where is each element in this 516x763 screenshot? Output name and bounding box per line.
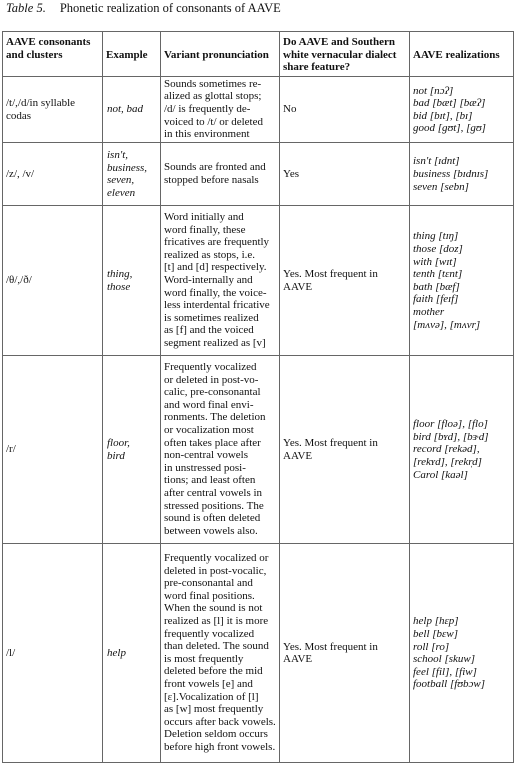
table-body xyxy=(3,76,514,762)
realization-line: bath [bæf] xyxy=(413,280,460,293)
variant-line: stressed positions. The xyxy=(164,499,264,512)
variant-line: less interdental fricative xyxy=(164,299,270,312)
header-row xyxy=(3,32,514,77)
example-word: those xyxy=(107,280,131,293)
variant-line: after central vowels in xyxy=(164,487,263,500)
variant-line: fricatives are frequently xyxy=(164,236,270,249)
realization-line: bad [bæt] [bæʔ] xyxy=(413,97,486,110)
caption-title: Phonetic realization of consonants of AAVE xyxy=(59,1,281,15)
example-word: not, bad xyxy=(107,103,144,116)
example-word: business, xyxy=(107,161,148,174)
consonant-cell: /z/, /v/ xyxy=(3,142,103,205)
variant-line: tions; and least often xyxy=(164,474,256,487)
variant-line: calic, pre-consonantal xyxy=(164,386,261,399)
variant-line: deleted before the mid xyxy=(164,665,263,678)
realization-line: with [wɪt] xyxy=(413,255,457,268)
consonant-cell: /l/ xyxy=(3,543,103,762)
variant-line: Sounds are fronted and xyxy=(164,161,266,174)
realization-line: [mʌvə], [mʌvr̩] xyxy=(413,318,481,331)
table-row xyxy=(3,543,514,762)
variant-line: segment realized as [v] xyxy=(164,336,266,349)
variant-line: When the sound is not xyxy=(164,602,263,615)
variant-line: as [f] and the voiced xyxy=(164,324,254,337)
table-row xyxy=(3,205,514,355)
variant-line: or deleted in post-vo- xyxy=(164,373,259,386)
variant-line: alized as glottal stops; xyxy=(164,90,262,103)
variant-line: realized as stops, i.e. xyxy=(164,248,256,261)
variant-line: Deletion seldom occurs xyxy=(164,728,268,741)
variant-line: non-central vowels xyxy=(164,449,248,462)
example-word: eleven xyxy=(107,186,136,199)
variant-line: ronments. The deletion xyxy=(164,411,266,424)
header-shared-feature: Do AAVE and Southern white vernacular dialect share feature? xyxy=(280,32,410,77)
realizations-cell xyxy=(410,543,514,762)
header-example: Example xyxy=(103,32,161,77)
variant-line: before high front vowels. xyxy=(164,740,276,753)
table-row xyxy=(3,355,514,543)
realization-line: feel [fil], [fiw] xyxy=(413,665,477,678)
example-cell xyxy=(103,205,161,355)
variant-line: occurs after back vowels. xyxy=(164,715,276,728)
realization-line: not [nɔʔ] xyxy=(413,84,454,97)
variant-line: or vocalization most xyxy=(164,424,254,437)
realization-line: record [rekəd], xyxy=(413,443,480,456)
example-cell xyxy=(103,76,161,142)
variant-line: as [w] most frequently xyxy=(164,703,264,716)
variant-line: [t] and [d] respectively. xyxy=(164,261,267,274)
variant-line: is sometimes realized xyxy=(164,311,259,324)
variant-line: word final positions. xyxy=(164,589,255,602)
variant-line: pre-consonantal and xyxy=(164,577,253,590)
variant-line: and word final envi- xyxy=(164,398,254,411)
variant-line: word finally, these xyxy=(164,223,246,236)
consonants-table xyxy=(2,31,514,763)
variant-line: realized as [l] it is more xyxy=(164,614,269,627)
example-word: thing, xyxy=(107,268,133,281)
shared-feature-cell: Yes xyxy=(280,142,410,205)
realizations-cell xyxy=(410,205,514,355)
realization-line: faith [feɪf] xyxy=(413,293,459,306)
consonant-cell: /t/,/d/in syllable codas xyxy=(3,76,103,142)
variant-line: Frequently vocalized or xyxy=(164,552,269,564)
variant-line: front vowels [e] and xyxy=(164,677,253,690)
variant-line: sound is often deleted xyxy=(164,512,261,525)
realization-line: floor [floə], [flo] xyxy=(413,418,488,431)
realizations-cell xyxy=(410,355,514,543)
realization-line: business [bɪdnɪs] xyxy=(413,167,489,180)
consonant-cell: /θ/,/ð/ xyxy=(3,205,103,355)
shared-feature-cell: Yes. Most frequent in AAVE xyxy=(280,355,410,543)
realization-line: isn't [ɪdnt] xyxy=(413,155,460,168)
variant-cell xyxy=(161,205,280,355)
realization-line: roll [ro] xyxy=(413,640,450,653)
variant-cell xyxy=(161,76,280,142)
variant-line: than deleted. The sound xyxy=(164,640,269,653)
variant-line: voiced to /t/ or deleted xyxy=(164,115,263,128)
example-cell xyxy=(103,142,161,205)
example-word: isn't, xyxy=(107,149,128,162)
realization-line: [rekʏd], [rekr̩d] xyxy=(413,456,482,469)
variant-line: [ɛ].Vocalization of [l] xyxy=(164,690,259,703)
variant-cell xyxy=(161,142,280,205)
realization-line: football [fʊbɔw] xyxy=(413,678,486,691)
realization-line: bell [bɛw] xyxy=(413,628,458,641)
variant-line: word finally, the voice- xyxy=(164,286,267,299)
example-cell xyxy=(103,355,161,543)
realization-line: mother xyxy=(413,305,445,318)
variant-cell xyxy=(161,543,280,762)
realization-line: tenth [tɛnt] xyxy=(413,268,463,281)
variant-line: Word initially and xyxy=(164,210,244,223)
realization-line: help [hɛp] xyxy=(413,615,459,628)
header-variant: Variant pronunciation xyxy=(161,32,280,77)
variant-line: deleted in post-vocalic, xyxy=(164,564,267,577)
realization-line: Carol [kaəl] xyxy=(413,468,468,481)
realization-line: thing [tɪŋ] xyxy=(413,230,459,243)
realizations-cell xyxy=(410,142,514,205)
variant-line: /d/ is frequently de- xyxy=(164,102,251,115)
variant-line: in unstressed posi- xyxy=(164,461,246,474)
example-word: floor, xyxy=(107,437,130,450)
realization-line: school [skuw] xyxy=(413,653,476,666)
variant-line: is most frequently xyxy=(164,652,244,665)
table-row xyxy=(3,76,514,142)
variant-line: stopped before nasals xyxy=(164,173,259,186)
example-word: help xyxy=(107,646,126,659)
realization-line: seven [sebn] xyxy=(413,180,469,193)
variant-line: often takes place after xyxy=(164,436,261,449)
variant-cell xyxy=(161,355,280,543)
shared-feature-cell: Yes. Most frequent in AAVE xyxy=(280,543,410,762)
variant-line: Frequently vocalized xyxy=(164,361,257,374)
realization-line: bird [bʏd], [bɝd] xyxy=(413,430,489,443)
header-consonants: AAVE consonants and clusters xyxy=(3,32,103,77)
consonant-cell: /r/ xyxy=(3,355,103,543)
realizations-cell xyxy=(410,76,514,142)
variant-line: in this environment xyxy=(164,128,250,141)
shared-feature-cell: No xyxy=(280,76,410,142)
table-caption xyxy=(6,1,281,16)
caption-label: Table 5. xyxy=(6,1,46,15)
header-realizations: AAVE realizations xyxy=(410,32,514,77)
realization-line: good [gʊt], [gʊ] xyxy=(413,122,486,135)
variant-line: Sounds sometimes re- xyxy=(164,77,262,90)
shared-feature-cell: Yes. Most frequent in AAVE xyxy=(280,205,410,355)
example-cell xyxy=(103,543,161,762)
table-row xyxy=(3,142,514,205)
realization-line: those [doz] xyxy=(413,242,463,255)
example-word: seven, xyxy=(107,174,135,187)
variant-line: Word-internally and xyxy=(164,273,253,286)
variant-line: between vowels also. xyxy=(164,524,258,537)
variant-line: frequently vocalized xyxy=(164,627,255,640)
realization-line: bid [bɪt], [bɪ] xyxy=(413,109,473,122)
example-word: bird xyxy=(107,449,125,462)
